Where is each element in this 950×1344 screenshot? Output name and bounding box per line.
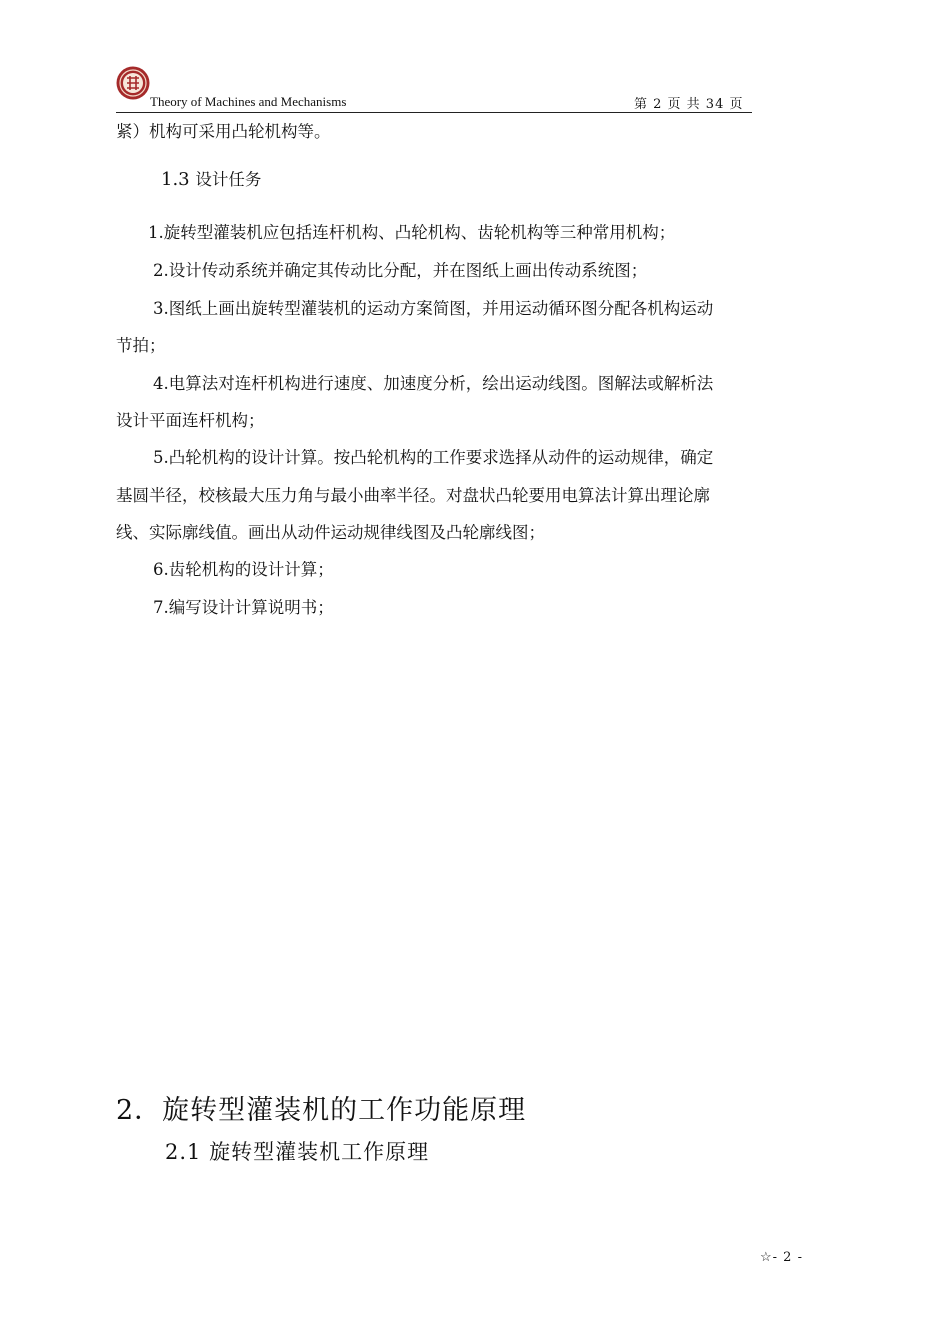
task-item-6: 6.齿轮机构的设计计算； [153, 560, 334, 579]
task-item-3-line-2: 节拍； [116, 336, 166, 355]
task-item-5-line-2: 基圆半径，校核最大压力角与最小曲率半径。对盘状凸轮要用电算法计算出理论廓 [116, 486, 710, 505]
header-divider [116, 112, 752, 113]
task-item-2: 2.设计传动系统并确定其传动比分配，并在图纸上画出传动系统图； [153, 261, 648, 280]
task-item-1: 1.旋转型灌装机应包括连杆机构、凸轮机构、齿轮机构等三种常用机构； [148, 223, 676, 242]
task-item-7: 7.编写设计计算说明书； [153, 598, 334, 617]
section-title: 设计任务 [195, 170, 262, 189]
section-heading-1-3 [161, 166, 261, 190]
header-page-info: 第 2 页 共 34 页 [634, 97, 744, 112]
task-item-5-line-1: 5.凸轮机构的设计计算。按凸轮机构的工作要求选择从动件的运动规律，确定 [153, 448, 714, 467]
task-item-3-line-1: 3.图纸上画出旋转型灌装机的运动方案简图，并用运动循环图分配各机构运动 [153, 299, 714, 318]
section-number: 1.3 [161, 169, 190, 190]
continuation-text: 紧）机构可采用凸轮机构等。 [116, 122, 331, 141]
section-heading-2: 2．旋转型灌装机的工作功能原理 [116, 1095, 527, 1126]
task-item-4-line-2: 设计平面连杆机构； [116, 411, 265, 430]
footer-page-number: ☆- 2 - [760, 1250, 803, 1265]
header-title: Theory of Machines and Mechanisms [150, 94, 347, 109]
section-heading-2-1: 2.1 旋转型灌装机工作原理 [165, 1140, 430, 1164]
university-seal-icon [116, 66, 150, 100]
task-item-5-line-3: 线、实际廓线值。画出从动件运动规律线图及凸轮廓线图； [116, 523, 545, 542]
task-item-4-line-1: 4.电算法对连杆机构进行速度、加速度分析，绘出运动线图。图解法或解析法 [153, 374, 714, 393]
